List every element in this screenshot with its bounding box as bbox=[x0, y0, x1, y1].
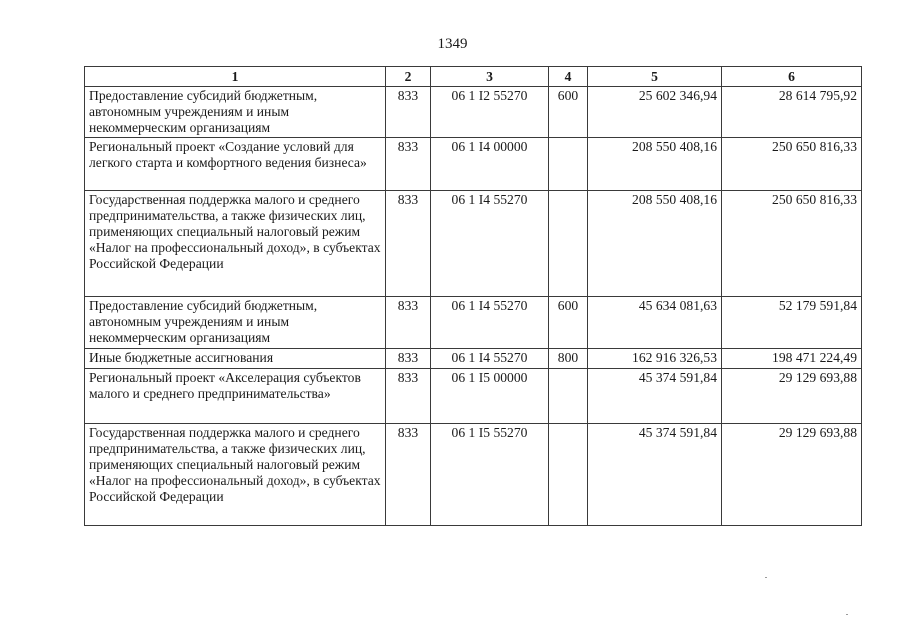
row-sum-2: 29 129 693,88 bbox=[722, 369, 862, 424]
row-ved: 833 bbox=[386, 191, 431, 297]
header-col-1: 1 bbox=[85, 67, 386, 87]
row-sum-1: 208 550 408,16 bbox=[588, 138, 722, 191]
row-sum-2: 198 471 224,49 bbox=[722, 349, 862, 369]
scan-speck bbox=[765, 577, 767, 578]
scan-speck bbox=[846, 614, 848, 615]
row-expense-type: 800 bbox=[549, 349, 588, 369]
table-header bbox=[85, 67, 862, 87]
header-col-3: 3 bbox=[431, 67, 549, 87]
row-target-article: 06 1 I4 55270 bbox=[431, 191, 549, 297]
table-row bbox=[85, 191, 862, 297]
row-target-article: 06 1 I4 00000 bbox=[431, 138, 549, 191]
row-sum-1: 45 634 081,63 bbox=[588, 297, 722, 349]
row-sum-1: 162 916 326,53 bbox=[588, 349, 722, 369]
row-target-article: 06 1 I4 55270 bbox=[431, 297, 549, 349]
row-sum-1: 45 374 591,84 bbox=[588, 369, 722, 424]
row-name: Государственная поддержка малого и среднего предпринимательства, а также физических лиц, применяющих специальный налоговый режим «Налог на профессиональный доход», в субъектах Российской Федерации bbox=[85, 424, 386, 526]
row-target-article: 06 1 I2 55270 bbox=[431, 87, 549, 138]
header-row bbox=[85, 67, 862, 87]
row-expense-type bbox=[549, 369, 588, 424]
row-name: Предоставление субсидий бюджетным, автономным учреждениям и иным некоммерческим организациям bbox=[85, 87, 386, 138]
row-sum-1: 25 602 346,94 bbox=[588, 87, 722, 138]
row-expense-type bbox=[549, 424, 588, 526]
row-target-article: 06 1 I5 00000 bbox=[431, 369, 549, 424]
row-expense-type: 600 bbox=[549, 297, 588, 349]
row-ved: 833 bbox=[386, 297, 431, 349]
row-expense-type bbox=[549, 138, 588, 191]
row-ved: 833 bbox=[386, 138, 431, 191]
row-name: Региональный проект «Акселерация субъектов малого и среднего предпринимательства» bbox=[85, 369, 386, 424]
header-col-5: 5 bbox=[588, 67, 722, 87]
row-expense-type bbox=[549, 191, 588, 297]
row-sum-2: 29 129 693,88 bbox=[722, 424, 862, 526]
row-name: Региональный проект «Создание условий для легкого старта и комфортного ведения бизнеса» bbox=[85, 138, 386, 191]
header-col-6: 6 bbox=[722, 67, 862, 87]
row-ved: 833 bbox=[386, 424, 431, 526]
row-expense-type: 600 bbox=[549, 87, 588, 138]
row-ved: 833 bbox=[386, 87, 431, 138]
page-number: 1349 bbox=[437, 36, 468, 52]
row-sum-2: 28 614 795,92 bbox=[722, 87, 862, 138]
header-col-2: 2 bbox=[386, 67, 431, 87]
budget-table bbox=[84, 66, 862, 526]
row-name: Государственная поддержка малого и среднего предпринимательства, а также физических лиц, применяющих специальный налоговый режим «Налог на профессиональный доход», в субъектах Российской Федерации bbox=[85, 191, 386, 297]
row-sum-2: 250 650 816,33 bbox=[722, 191, 862, 297]
row-sum-2: 250 650 816,33 bbox=[722, 138, 862, 191]
row-sum-1: 45 374 591,84 bbox=[588, 424, 722, 526]
table-body bbox=[85, 87, 862, 526]
row-target-article: 06 1 I5 55270 bbox=[431, 424, 549, 526]
row-target-article: 06 1 I4 55270 bbox=[431, 349, 549, 369]
row-ved: 833 bbox=[386, 369, 431, 424]
row-name: Иные бюджетные ассигнования bbox=[85, 349, 386, 369]
table-row bbox=[85, 87, 862, 138]
table-row bbox=[85, 297, 862, 349]
header-col-4: 4 bbox=[549, 67, 588, 87]
row-sum-2: 52 179 591,84 bbox=[722, 297, 862, 349]
row-sum-1: 208 550 408,16 bbox=[588, 191, 722, 297]
table-row bbox=[85, 424, 862, 526]
row-ved: 833 bbox=[386, 349, 431, 369]
table-row bbox=[85, 349, 862, 369]
table-row bbox=[85, 138, 862, 191]
row-name: Предоставление субсидий бюджетным, автономным учреждениям и иным некоммерческим организациям bbox=[85, 297, 386, 349]
table-row bbox=[85, 369, 862, 424]
